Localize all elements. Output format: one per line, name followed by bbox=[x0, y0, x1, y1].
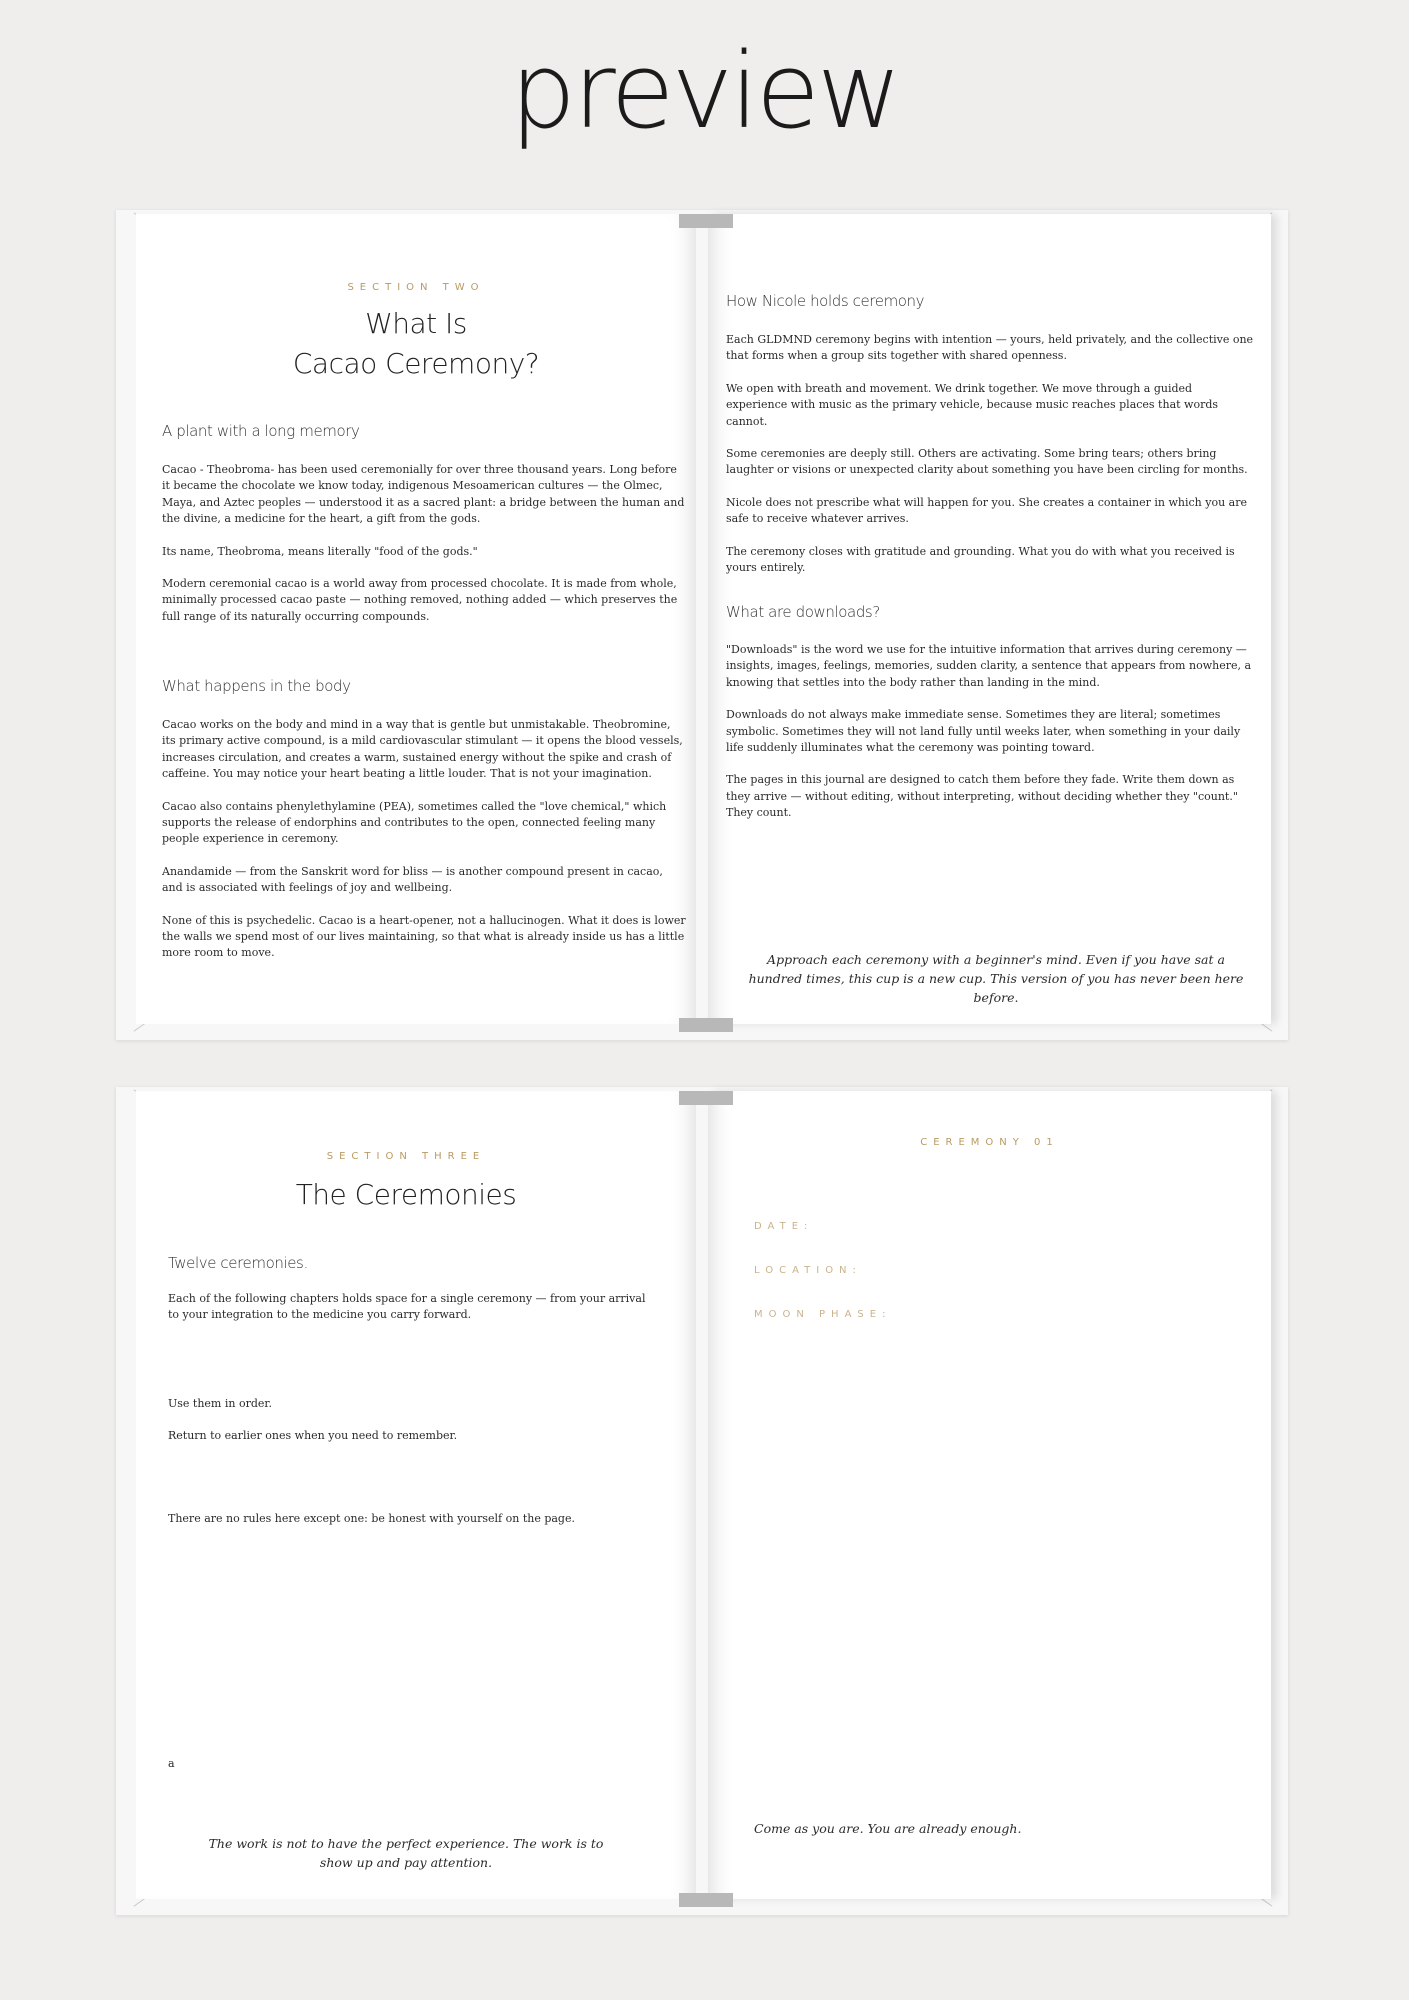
closing-quote: Come as you are. You are already enough. bbox=[754, 1821, 1022, 1836]
paragraph: Each GLDMND ceremony begins with intention — yours, held privately, and the collective one that forms when a group sits together with shared openness. bbox=[726, 333, 1254, 363]
right-page bbox=[708, 214, 1271, 1024]
chapter-title-line: What Is bbox=[365, 307, 467, 340]
closing-quote: The work is not to have the perfect experience. The work is to show up and pay attention. bbox=[208, 1836, 604, 1870]
closing-quote: Approach each ceremony with a beginner's mind. Even if you have sat a hundred times, this cup is a new cup. This version of you has never been here before. bbox=[748, 952, 1244, 1005]
paragraph: Downloads do not always make immediate sense. Sometimes they are literal; sometimes symbolic. Sometimes they will not land fully until weeks later, when something in your daily life suddenly illuminates what the ceremony was pointing toward. bbox=[726, 708, 1241, 755]
book-spread-2 bbox=[112, 1085, 1292, 1915]
date-field-label: DATE: bbox=[754, 1221, 814, 1232]
book-spread-1 bbox=[112, 208, 1292, 1040]
ribbon-marker bbox=[679, 214, 733, 228]
chapter-title-line: Cacao Ceremony? bbox=[292, 347, 540, 380]
paragraph: The ceremony closes with gratitude and grounding. What you do with what you received is yours entirely. bbox=[726, 544, 1235, 575]
body-text bbox=[168, 1291, 648, 1324]
paragraph: The pages in this journal are designed to catch them before they fade. Write them down as they arrive — without editing, without interpreting, without deciding whether they "count." bbox=[726, 773, 1238, 803]
body-text bbox=[168, 1511, 648, 1527]
paragraph: We open with breath and movement. We drink together. We move through a guided experience with music as the primary vehicle, because music reaches places that words cannot. bbox=[726, 381, 1219, 428]
paragraph: Nicole does not prescribe what will happen for you. She creates a container in which you are safe to receive whatever arrives. bbox=[726, 495, 1248, 526]
ceremony-label: CEREMONY 01 bbox=[920, 1137, 1059, 1148]
subheading: What are downloads? bbox=[726, 603, 880, 621]
section-label: SECTION TWO bbox=[347, 282, 485, 293]
body-text bbox=[168, 1396, 648, 1445]
subheading: Twelve ceremonies. bbox=[168, 1254, 308, 1272]
ribbon-marker bbox=[679, 1091, 733, 1105]
subheading: A plant with a long memory bbox=[162, 422, 360, 440]
body-text bbox=[726, 642, 1254, 822]
subheading: What happens in the body bbox=[162, 677, 351, 695]
right-page bbox=[708, 1091, 1271, 1899]
paragraph: Modern ceremonial cacao is a world away from processed chocolate. It is made from whole, minimally processed cacao paste — nothing removed, nothing added — which preserves the full range of its naturally occurring compounds. bbox=[162, 577, 678, 623]
location-field-label: LOCATION: bbox=[754, 1265, 862, 1276]
paragraph: Return to earlier ones when you need to remember. bbox=[168, 1429, 458, 1443]
left-page bbox=[136, 1091, 696, 1899]
paragraph: Cacao also contains phenylethylamine (PEA), sometimes called the "love chemical," which supports the release of endorphins and contributes to the open, connected feeling many people experience in ceremony. bbox=[162, 799, 667, 846]
ribbon-marker bbox=[679, 1018, 733, 1032]
paragraph: "Downloads" is the word we use for the intuitive information that arrives during ceremony — insights, images, feelings, memories, sudden clarity, a sentence that appears from nowhere, a knowing that settles into the body rather than landing in the mind. bbox=[726, 643, 1252, 689]
paragraph: Each of the following chapters holds space for a single ceremony — from your arrival to your integration to the medicine you carry forward. bbox=[168, 1292, 646, 1322]
stray-character: a bbox=[168, 1757, 175, 1770]
paragraph: None of this is psychedelic. Cacao is a heart-opener, not a hallucinogen. What it does is lower the walls we spend most of our lives maintaining, so that what is already inside us has a little more room to move. bbox=[162, 913, 686, 960]
paragraph: Its name, Theobroma, means literally "food of the gods." bbox=[162, 544, 478, 558]
body-text bbox=[726, 332, 1254, 576]
subheading: How Nicole holds ceremony bbox=[726, 292, 925, 310]
chapter-title bbox=[136, 304, 696, 384]
left-page bbox=[136, 214, 696, 1024]
paragraph: They count. bbox=[726, 806, 792, 820]
body-text bbox=[162, 717, 686, 962]
paragraph: There are no rules here except one: be honest with yourself on the page. bbox=[168, 1512, 575, 1525]
paragraph: Anandamide — from the Sanskrit word for bliss — is another compound present in cacao, and is associated with feelings of joy and wellbeing. bbox=[162, 864, 663, 895]
body-text bbox=[162, 462, 686, 625]
paragraph: Some ceremonies are deeply still. Others are activating. Some bring tears; others bring laughter or visions or unexpected clarity about something you have been circling for months. bbox=[726, 447, 1248, 477]
paragraph: Use them in order. bbox=[168, 1397, 272, 1410]
moon-phase-field-label: MOON PHASE: bbox=[754, 1309, 892, 1320]
paragraph: Cacao - Theobroma- has been used ceremonially for over three thousand years. Long before it became the chocolate we know today, indigenous Mesoamerican cultures — the Olmec, Maya, and Aztec peoples — understood it as a sacred plant: a bridge between the human and the divine, a medicine for the heart, a gift from the gods. bbox=[162, 463, 685, 526]
section-label: SECTION THREE bbox=[326, 1151, 486, 1162]
ribbon-marker bbox=[679, 1893, 733, 1907]
chapter-title: The Ceremonies bbox=[295, 1178, 517, 1211]
page-title: preview bbox=[510, 30, 899, 152]
paragraph: Cacao works on the body and mind in a way that is gentle but unmistakable. Theobromine, its primary active compound, is a mild cardiovascular stimulant — it opens the blood vessels, increases circulation, and creates a warm, sustained energy without the spike and crash of caffeine. You may notice your heart beating a little louder. That is not your imagination. bbox=[162, 718, 683, 781]
